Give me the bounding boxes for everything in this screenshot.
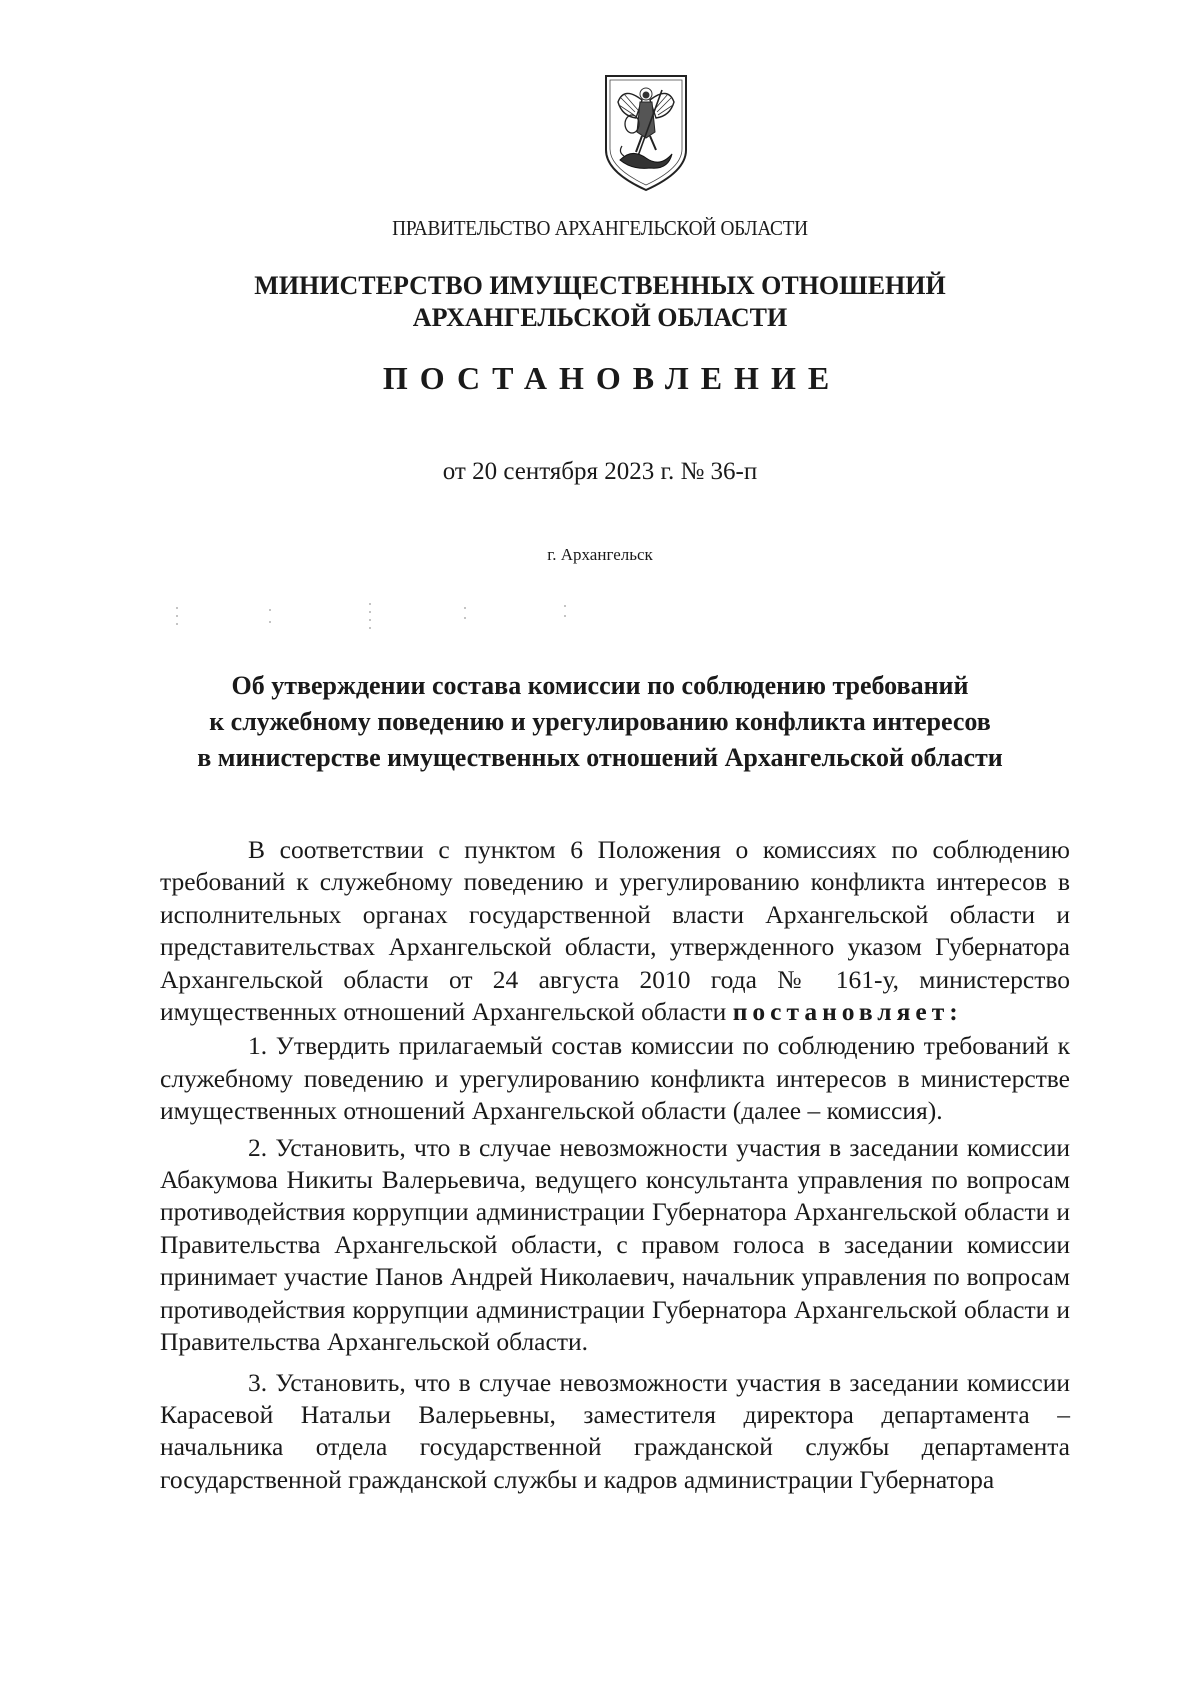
document-type-title: ПОСТАНОВЛЕНИЕ: [382, 360, 842, 396]
item-1-paragraph: 1. Утвердить прилагаемый состав комиссии по соблюдению требований к служебному поведению и урегулированию конфликта интересов в министерстве имущественных отношений Архангельской области (далее – комиссия).: [160, 1031, 1070, 1126]
document-body: [160, 834, 1070, 1496]
item-3-paragraph: 3. Установить, что в случае невозможности участия в заседании комиссии Карасевой Натальи Валерьевны, заместителя директора департамента – начальника отдела государственной гражданской службы департамента государственной гражданской службы и кадров администрации Губернатора: [160, 1367, 1070, 1494]
heading-line-2: к служебному поведению и урегулированию конфликта интересов: [209, 707, 991, 736]
heading-line-1: Об утверждении состава комиссии по соблюдению требований: [231, 671, 969, 700]
city-name: г. Архангельск: [547, 545, 653, 564]
preamble-paragraph: [160, 834, 1070, 1028]
heading-line-3: в министерстве имущественных отношений Архангельской области: [197, 743, 1003, 772]
coat-of-arms-emblem: [602, 72, 690, 194]
preamble-text: В соответствии с пунктом 6 Положения о комиссиях по соблюдению требований к служебному поведению и урегулированию конфликта интересов в исполнительных органах государственной власти Архангельской области и представительствах Архангельской области, утвержденного указом Губернатора Архангельской области от 24 августа 2010 года № 161-у, министерство имущественных отношений Архангельской области: [160, 835, 1070, 1027]
ministry-name: [0, 270, 1200, 334]
government-name: ПРАВИТЕЛЬСТВО АРХАНГЕЛЬСКОЙ ОБЛАСТИ: [392, 216, 808, 240]
item-2-paragraph: 2. Установить, что в случае невозможности участия в заседании комиссии Абакумова Никиты Валерьевича, ведущего консультанта управления по вопросам противодействия коррупции администрации Губернатора Архангельской области и Правительства Архангельской области, с правом голоса в заседании комиссии принимает участие Панов Андрей Николаевич, начальник управления по вопросам противодействия коррупции администрации Губернатора Архангельской области и Правительства Архангельской области.: [160, 1132, 1070, 1357]
document-heading: [140, 668, 1060, 776]
ministry-name-line-1: МИНИСТЕРСТВО ИМУЩЕСТВЕННЫХ ОТНОШЕНИЙ: [254, 271, 946, 300]
date-and-number: от 20 сентября 2023 г. № 36-п: [442, 458, 758, 485]
ministry-name-line-2: АРХАНГЕЛЬСКОЙ ОБЛАСТИ: [412, 303, 788, 332]
scan-marks: [175, 600, 635, 640]
resolves-word: постановляет:: [732, 997, 963, 1027]
